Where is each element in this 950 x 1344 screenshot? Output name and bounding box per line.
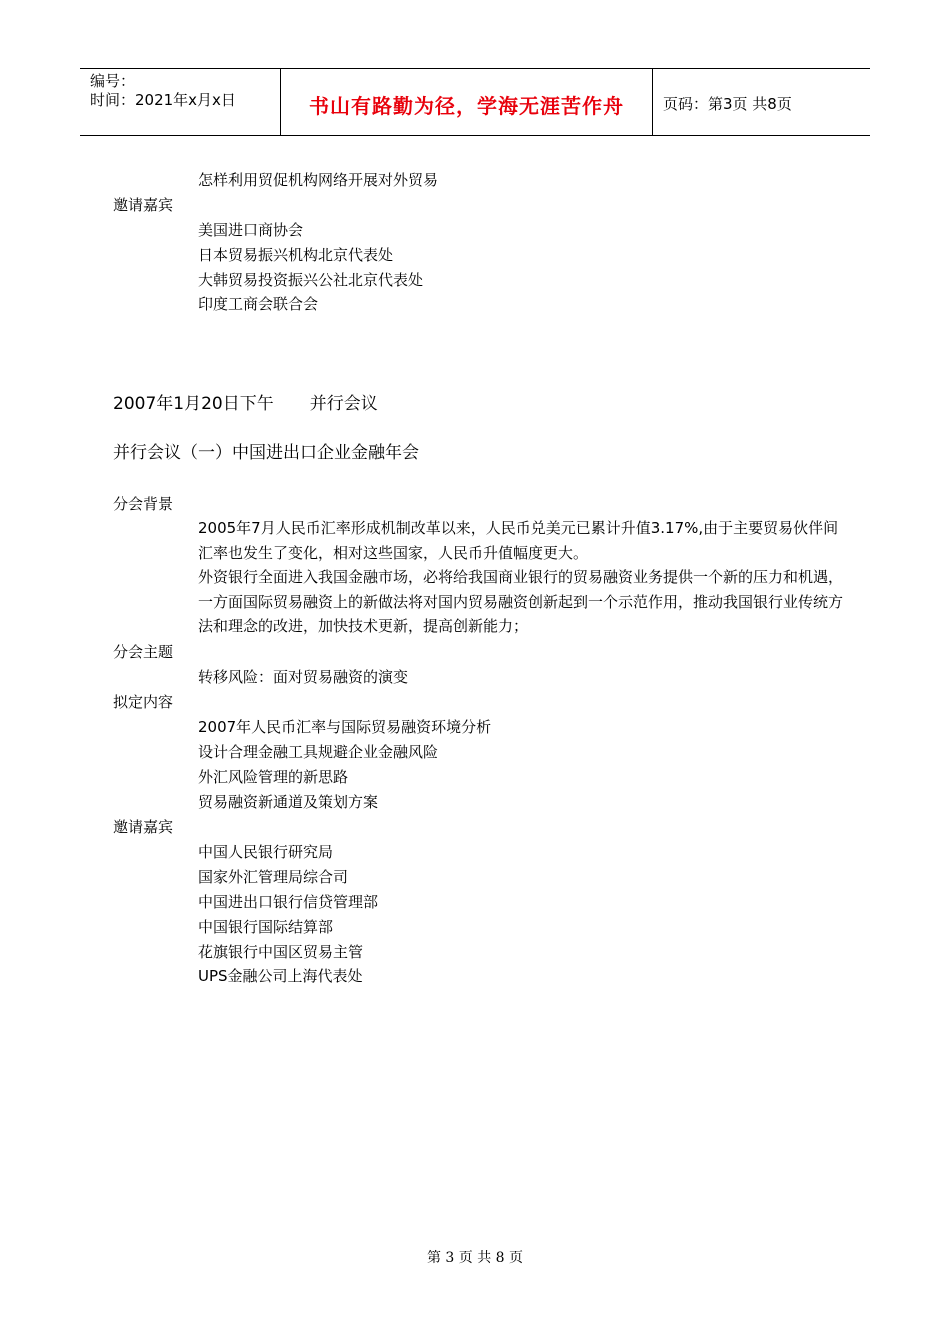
guest-item: 大韩贸易投资振兴公社北京代表处 [198,271,424,289]
guest-item: 美国进口商协会 [198,221,304,239]
theme-text: 转移风险：面对贸易融资的演变 [198,668,409,686]
guest-item: 花旗银行中国区贸易主管 [198,943,364,961]
document-number-label: 编号： [90,72,136,90]
session-type: 并行会议 [309,394,378,414]
session-date: 2007年1月20日下午 [113,394,274,414]
background-paragraph: 2005年7月人民币汇率形成机制改革以来，人民币兑美元已累计升值3.17%,由于主要贸易伙伴间汇率也发生了变化，相对这些国家，人民币升值幅度更大。 [198,519,839,562]
content-item: 贸易融资新通道及策划方案 [198,793,379,811]
guest-item: 国家外汇管理局综合司 [198,868,349,886]
guest-item: 中国银行国际结算部 [198,918,334,936]
header-meta [80,69,281,135]
guest-item: 中国人民银行研究局 [198,843,334,861]
session-title: 并行会议（一）中国进出口企业金融年会 [113,443,419,463]
header-page-info: 页码：第3页 共8页 [663,94,792,113]
guests-label-1: 邀请嘉宾 [113,196,174,214]
content-item: 设计合理金融工具规避企业金融风险 [198,743,439,761]
content-item: 2007年人民币汇率与国际贸易融资环境分析 [198,718,492,736]
page-header [80,68,870,136]
background-paragraph: 外资银行全面进入我国金融市场，必将给我国商业银行的贸易融资业务提供一个新的压力和机遇，一方面国际贸易融资上的新做法将对国内贸易融资创新起到一个示范作用，推动我国银行业传统方法和理念的改进，加快技术更新，提高创新能力； [198,568,844,636]
guest-item: 日本贸易振兴机构北京代表处 [198,246,394,264]
header-motto: 书山有路勤为径，学海无涯苦作舟 [281,69,653,135]
guest-item: UPS金融公司上海代表处 [198,967,363,985]
guest-item: 印度工商会联合会 [198,295,319,313]
background-text [198,516,843,639]
content-item: 外汇风险管理的新思路 [198,768,349,786]
session-date-heading [113,393,378,415]
content-label: 拟定内容 [113,693,174,711]
guest-item: 中国进出口银行信贷管理部 [198,893,379,911]
topic-line: 怎样利用贸促机构网络开展对外贸易 [198,171,439,189]
page-footer: 第 3 页 共 8 页 [426,1250,524,1266]
document-date: 时间：2021年x月x日 [90,91,236,109]
guests-label-2: 邀请嘉宾 [113,818,174,836]
theme-label: 分会主题 [113,643,174,661]
background-label: 分会背景 [113,495,174,513]
